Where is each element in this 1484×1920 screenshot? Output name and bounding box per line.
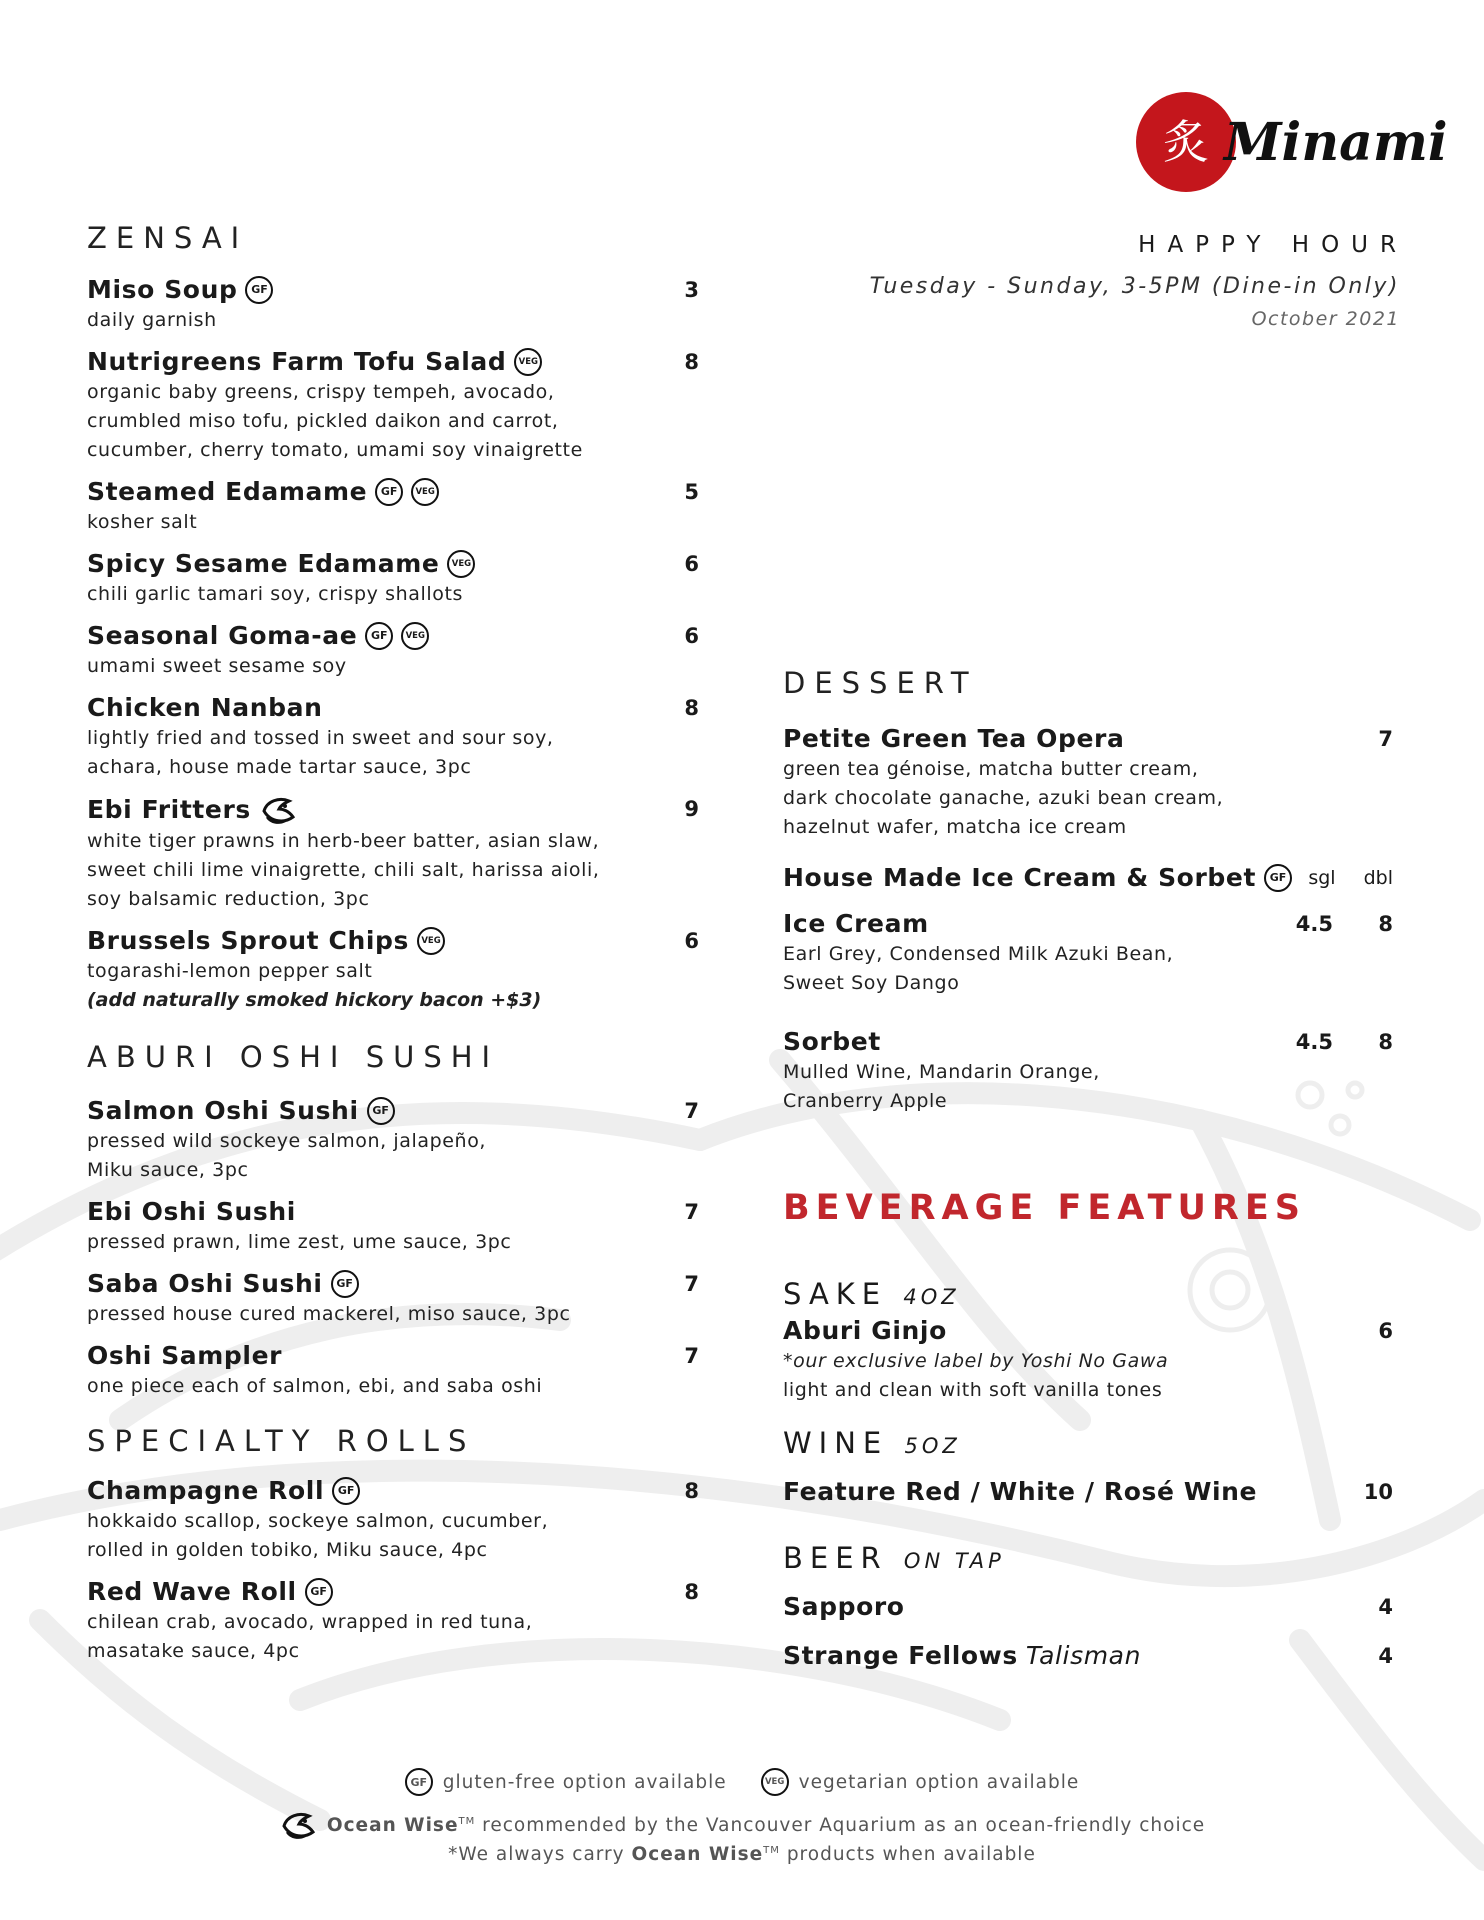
item-desc: organic baby greens, crispy tempeh, avocado, xyxy=(87,381,555,403)
price-single: 4.5 xyxy=(1295,912,1333,936)
item-price: 7 xyxy=(684,1099,699,1123)
sake-label: SAKE xyxy=(783,1277,888,1311)
gf-icon: GF xyxy=(245,276,273,304)
item-price: 6 xyxy=(1378,1319,1393,1343)
gf-icon: GF xyxy=(305,1578,333,1606)
item-desc: one piece each of salmon, ebi, and saba oshi xyxy=(87,1375,543,1397)
menu-item xyxy=(783,1315,1393,1405)
menu-item xyxy=(87,1095,699,1185)
section-title-rolls: SPECIALTY ROLLS xyxy=(87,1424,476,1458)
item-price: 8 xyxy=(684,1580,699,1604)
item-price: 7 xyxy=(684,1344,699,1368)
gf-icon: GF xyxy=(365,622,393,650)
veg-icon: VEG xyxy=(401,622,429,650)
menu-item xyxy=(783,1476,1393,1508)
menu-item xyxy=(87,1340,699,1401)
item-desc: togarashi-lemon pepper salt xyxy=(87,960,373,982)
price-single: 4.5 xyxy=(1295,1030,1333,1054)
item-price: 4 xyxy=(1378,1644,1393,1668)
item-name: House Made Ice Cream & Sorbet xyxy=(783,863,1256,892)
menu-item xyxy=(87,476,699,537)
item-desc: sweet chili lime vinaigrette, chili salt, harissa aioli, xyxy=(87,859,600,881)
sake-unit: 4OZ xyxy=(903,1285,960,1309)
gf-icon: GF xyxy=(405,1768,433,1796)
size-label-double: dbl xyxy=(1363,867,1393,889)
menu-item xyxy=(87,346,699,465)
section-title-dessert: DESSERT xyxy=(783,666,978,700)
carry-prefix: *We always carry xyxy=(448,1844,625,1865)
item-desc: kosher salt xyxy=(87,511,198,533)
section-title-aburi: ABURI OSHI SUSHI xyxy=(87,1040,500,1074)
item-name-italic: Talisman xyxy=(1025,1641,1142,1670)
beer-subhead xyxy=(783,1540,1393,1579)
happy-hour-title: HAPPY HOUR xyxy=(1138,232,1408,258)
item-name: Petite Green Tea Opera xyxy=(783,724,1125,753)
item-price: 7 xyxy=(684,1200,699,1224)
sake-subhead xyxy=(783,1276,1393,1315)
gf-icon: GF xyxy=(1264,864,1292,892)
item-desc: daily garnish xyxy=(87,309,217,331)
menu-item xyxy=(87,1576,699,1666)
item-price: 8 xyxy=(684,350,699,374)
item-name: Chicken Nanban xyxy=(87,693,323,722)
item-price: 8 xyxy=(684,1479,699,1503)
veg-legend: vegetarian option available xyxy=(798,1771,1080,1793)
footer xyxy=(0,1768,1484,1865)
item-desc: white tiger prawns in herb-beer batter, asian slaw, xyxy=(87,830,600,852)
gf-icon: GF xyxy=(367,1097,395,1125)
item-name: Sapporo xyxy=(783,1592,905,1621)
item-name: Ice Cream xyxy=(783,909,929,938)
price-double: 8 xyxy=(1378,912,1393,936)
wine-subhead xyxy=(783,1425,1393,1464)
menu-item xyxy=(87,692,699,782)
item-price: 9 xyxy=(684,797,699,821)
veg-icon: VEG xyxy=(761,1768,789,1796)
menu-item xyxy=(87,274,699,335)
gf-icon: GF xyxy=(332,1477,360,1505)
item-desc: achara, house made tartar sauce, 3pc xyxy=(87,756,472,778)
item-desc: cucumber, cherry tomato, umami soy vinaigrette xyxy=(87,439,583,461)
item-desc: chilean crab, avocado, wrapped in red tuna, xyxy=(87,1611,533,1633)
item-name: Salmon Oshi Sushi xyxy=(87,1096,359,1125)
item-name: Red Wave Roll xyxy=(87,1577,297,1606)
item-desc: umami sweet sesame soy xyxy=(87,655,347,677)
item-price: 8 xyxy=(684,696,699,720)
item-desc: hokkaido scallop, sockeye salmon, cucumber, xyxy=(87,1510,549,1532)
menu-item xyxy=(783,1640,1393,1672)
item-price: 10 xyxy=(1363,1480,1393,1504)
item-note: (add naturally smoked hickory bacon +$3) xyxy=(87,989,542,1011)
item-name: Brussels Sprout Chips xyxy=(87,926,409,955)
item-name: Feature Red / White / Rosé Wine xyxy=(783,1477,1258,1506)
menu-item xyxy=(87,548,699,609)
menu-item xyxy=(87,793,699,914)
item-desc: pressed prawn, lime zest, ume sauce, 3pc xyxy=(87,1231,512,1253)
menu-item xyxy=(87,925,699,1015)
item-desc: Mulled Wine, Mandarin Orange, xyxy=(783,1061,1100,1083)
veg-icon: VEG xyxy=(417,927,445,955)
oceanwise-row xyxy=(0,1808,1484,1842)
menu-item xyxy=(783,1591,1393,1623)
item-desc: rolled in golden tobiko, Miku sauce, 4pc xyxy=(87,1539,488,1561)
item-price: 7 xyxy=(684,1272,699,1296)
menu-item xyxy=(783,1026,1393,1116)
carry-row xyxy=(0,1844,1484,1865)
item-desc: light and clean with soft vanilla tones xyxy=(783,1379,1163,1401)
item-desc: Miku sauce, 3pc xyxy=(87,1159,249,1181)
item-desc: masatake sauce, 4pc xyxy=(87,1640,300,1662)
happy-hour-days: Tuesday - Sunday, 3-5PM (Dine-in Only) xyxy=(869,274,1400,299)
item-desc: lightly fried and tossed in sweet and sour soy, xyxy=(87,727,554,749)
item-name: Saba Oshi Sushi xyxy=(87,1269,323,1298)
tm-mark: TM xyxy=(763,1844,780,1856)
ocean-wise-icon xyxy=(279,1808,317,1842)
item-price: 6 xyxy=(684,624,699,648)
item-price: 7 xyxy=(1378,727,1393,751)
item-name: Steamed Edamame xyxy=(87,477,368,506)
svg-text:炙: 炙 xyxy=(1163,115,1209,169)
item-desc: Cranberry Apple xyxy=(783,1090,948,1112)
item-name: Ebi Fritters xyxy=(87,795,251,824)
size-label-single: sgl xyxy=(1308,867,1336,889)
item-name: Miso Soup xyxy=(87,275,238,304)
minami-logo xyxy=(1134,88,1448,196)
item-name: Strange Fellows xyxy=(783,1641,1018,1670)
menu-item xyxy=(783,723,1393,842)
ice-cream-header xyxy=(783,862,1393,894)
carry-suffix: products when available xyxy=(786,1844,1036,1865)
item-desc: hazelnut wafer, matcha ice cream xyxy=(783,816,1127,838)
item-desc: Earl Grey, Condensed Milk Azuki Bean, xyxy=(783,943,1174,965)
section-title-zensai: ZENSAI xyxy=(87,221,249,255)
item-name: Seasonal Goma-ae xyxy=(87,621,358,650)
left-column xyxy=(87,220,699,1666)
item-desc: chili garlic tamari soy, crispy shallots xyxy=(87,583,464,605)
menu-item xyxy=(783,908,1393,998)
item-desc: green tea génoise, matcha butter cream, xyxy=(783,758,1199,780)
price-double: 8 xyxy=(1378,1030,1393,1054)
gf-legend: gluten-free option available xyxy=(442,1771,727,1793)
gf-icon: GF xyxy=(375,478,403,506)
menu-item xyxy=(87,1475,699,1565)
beer-label: BEER xyxy=(783,1541,888,1575)
item-note: *our exclusive label by Yoshi No Gawa xyxy=(783,1350,1169,1372)
right-column xyxy=(783,665,1393,1672)
happy-hour-header xyxy=(780,230,1408,332)
legend-row xyxy=(0,1768,1484,1796)
svg-text:Minami: Minami xyxy=(1224,112,1448,173)
veg-icon: VEG xyxy=(447,550,475,578)
menu-item xyxy=(87,1196,699,1257)
item-price: 6 xyxy=(684,552,699,576)
menu-date: October 2021 xyxy=(1251,308,1400,330)
item-desc: soy balsamic reduction, 3pc xyxy=(87,888,370,910)
item-name: Nutrigreens Farm Tofu Salad xyxy=(87,347,507,376)
menu-item xyxy=(87,1268,699,1329)
item-price: 3 xyxy=(684,278,699,302)
item-price: 5 xyxy=(684,480,699,504)
ocean-wise-icon xyxy=(259,793,297,827)
beverage-features-title: BEVERAGE FEATURES xyxy=(783,1188,1306,1228)
wine-unit: 5OZ xyxy=(904,1434,961,1458)
item-price: 6 xyxy=(684,929,699,953)
oceanwise-text: recommended by the Vancouver Aquarium as an ocean-friendly choice xyxy=(482,1814,1206,1836)
item-desc: crumbled miso tofu, pickled daikon and carrot, xyxy=(87,410,559,432)
oceanwise-brand: Ocean Wise xyxy=(631,1844,764,1865)
wine-label: WINE xyxy=(783,1426,889,1460)
item-desc: pressed wild sockeye salmon, jalapeño, xyxy=(87,1130,487,1152)
item-name: Champagne Roll xyxy=(87,1476,325,1505)
item-desc: pressed house cured mackerel, miso sauce, 3pc xyxy=(87,1303,571,1325)
item-desc: Sweet Soy Dango xyxy=(783,972,960,994)
item-price: 4 xyxy=(1378,1595,1393,1619)
item-name: Aburi Ginjo xyxy=(783,1316,947,1345)
veg-icon: VEG xyxy=(411,478,439,506)
item-name: Oshi Sampler xyxy=(87,1341,283,1370)
item-name: Spicy Sesame Edamame xyxy=(87,549,440,578)
oceanwise-brand: Ocean Wise xyxy=(326,1814,459,1836)
veg-icon: VEG xyxy=(514,348,542,376)
menu-item xyxy=(87,620,699,681)
item-desc: dark chocolate ganache, azuki bean cream, xyxy=(783,787,1224,809)
beer-unit: ON TAP xyxy=(903,1549,1005,1573)
item-name: Ebi Oshi Sushi xyxy=(87,1197,296,1226)
tm-mark: TM xyxy=(458,1815,476,1827)
gf-icon: GF xyxy=(331,1270,359,1298)
item-name: Sorbet xyxy=(783,1027,881,1056)
